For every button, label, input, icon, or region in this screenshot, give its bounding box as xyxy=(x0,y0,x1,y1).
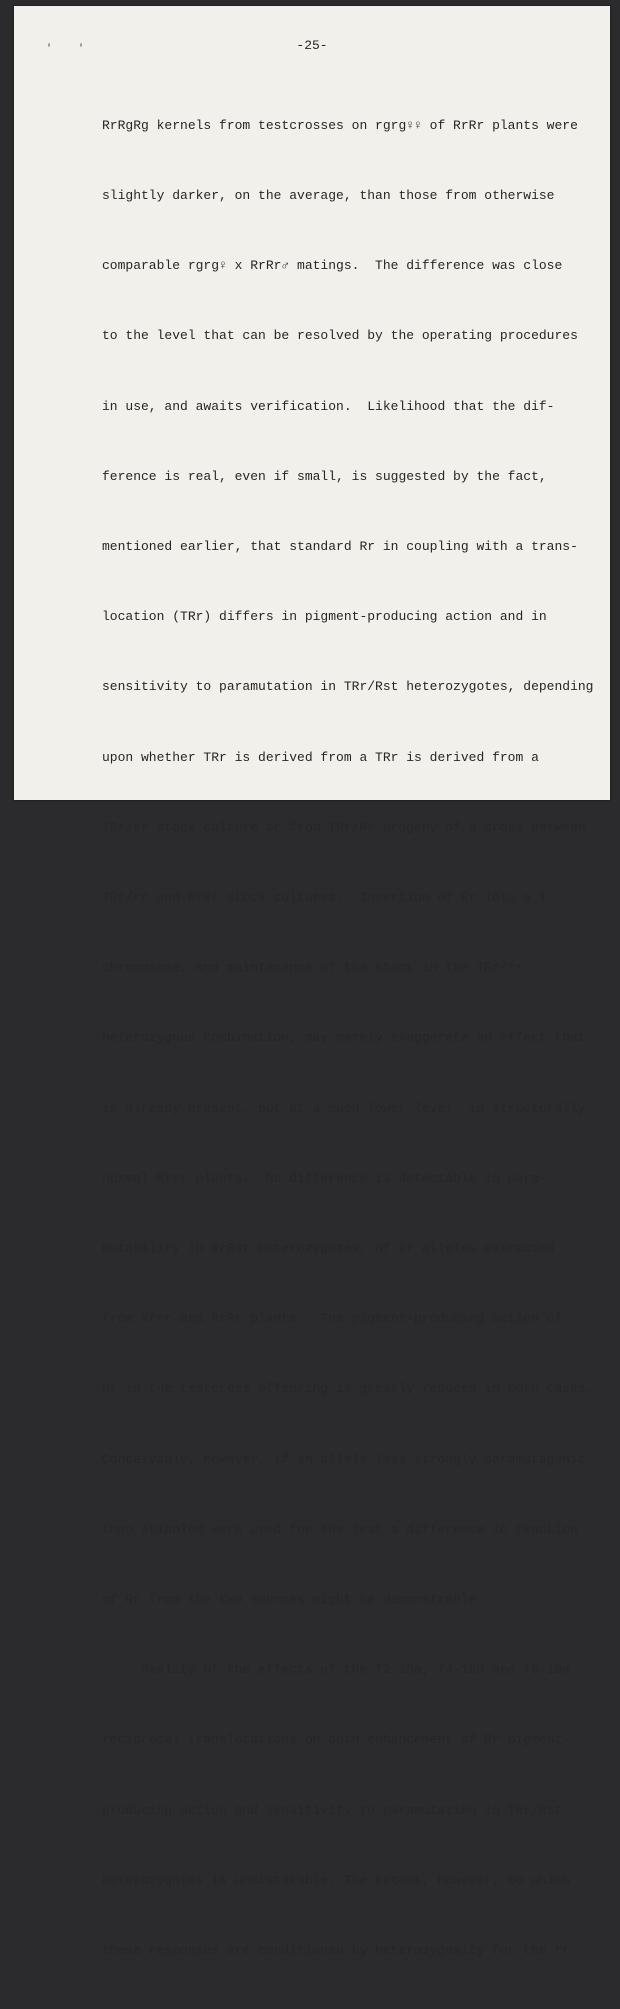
text-line: Conceivably, however, if an allele less strongly paramutagenic xyxy=(102,1451,586,1467)
text-line: mutability in RrRst heterozygotes, of Rr alleles extracted xyxy=(102,1241,555,1257)
page-number: -25- xyxy=(296,38,328,53)
text-line: these responses are conditioned by heterozygosity for the rr xyxy=(102,1943,571,1959)
text-line: slightly darker, on the average, than those from otherwise xyxy=(102,188,555,204)
text-line: than stippled were used for the test a difference in reaction xyxy=(102,1521,578,1537)
text-line: heterozygous combination, may merely exaggerate an effect that xyxy=(102,1030,586,1046)
text-line: ference is real, even if small, is suggested by the fact, xyxy=(102,468,547,484)
document-page xyxy=(14,6,610,1959)
margin-mark-left: ' xyxy=(46,44,53,55)
margin-mark-right: ' xyxy=(78,44,85,55)
text-line: Rr in the testcross offspring is greatly reduced in both cases. xyxy=(102,1381,594,1397)
text-line: producing action and sensitivity to paramutation in TRr/Rst xyxy=(102,1802,563,1818)
text-line: chromosome, and maintenance of the stock in the TRr/rr xyxy=(102,960,524,976)
text-line: is already present, but at a much lower level, in structurally xyxy=(102,1100,586,1116)
text-line: heterozygotes is unmistakable. The extent, however, to which xyxy=(102,1872,571,1888)
text-line: upon whether TRr is derived from a TRr is derived from a xyxy=(102,749,539,765)
text-line: TRr/rr stock culture or from TRr/Rr progeny of a cross between xyxy=(102,819,586,835)
text-line: of Rr from the two sources might be demonstrable. xyxy=(102,1592,485,1608)
text-line: mentioned earlier, that standard Rr in coupling with a trans- xyxy=(102,539,578,555)
text-line: in use, and awaits verification. Likelihood that the dif- xyxy=(102,398,555,414)
text-line: to the level that can be resolved by the operating procedures xyxy=(102,328,578,344)
text-line: from Rrrr and RrRr plants. The pigment-producing action of xyxy=(102,1311,563,1327)
text-line: reciprocal translocations on both enhancement of Rr pigment- xyxy=(102,1732,571,1748)
text-line: comparable rgrg♀ x RrRr♂ matings. The difference was close xyxy=(102,258,563,274)
body-text xyxy=(102,67,594,2009)
text-line: RrRgRg kernels from testcrosses on rgrg♀♀ of RrRr plants were xyxy=(102,117,578,133)
text-line: TRr/rr and RrRr stock cultures. Insertion of Rr into a T xyxy=(102,890,547,906)
text-line: normal Rrrr plants. No difference is detectable in para- xyxy=(102,1170,547,1186)
text-line: location (TRr) differs in pigment-producing action and in xyxy=(102,609,547,625)
text-line: sensitivity to paramutation in TRr/Rst heterozygotes, depending xyxy=(102,679,594,695)
paragraph-start-line: Reality of the effects of the T2-10a, T4-10b and T9-10a xyxy=(102,1662,571,1678)
